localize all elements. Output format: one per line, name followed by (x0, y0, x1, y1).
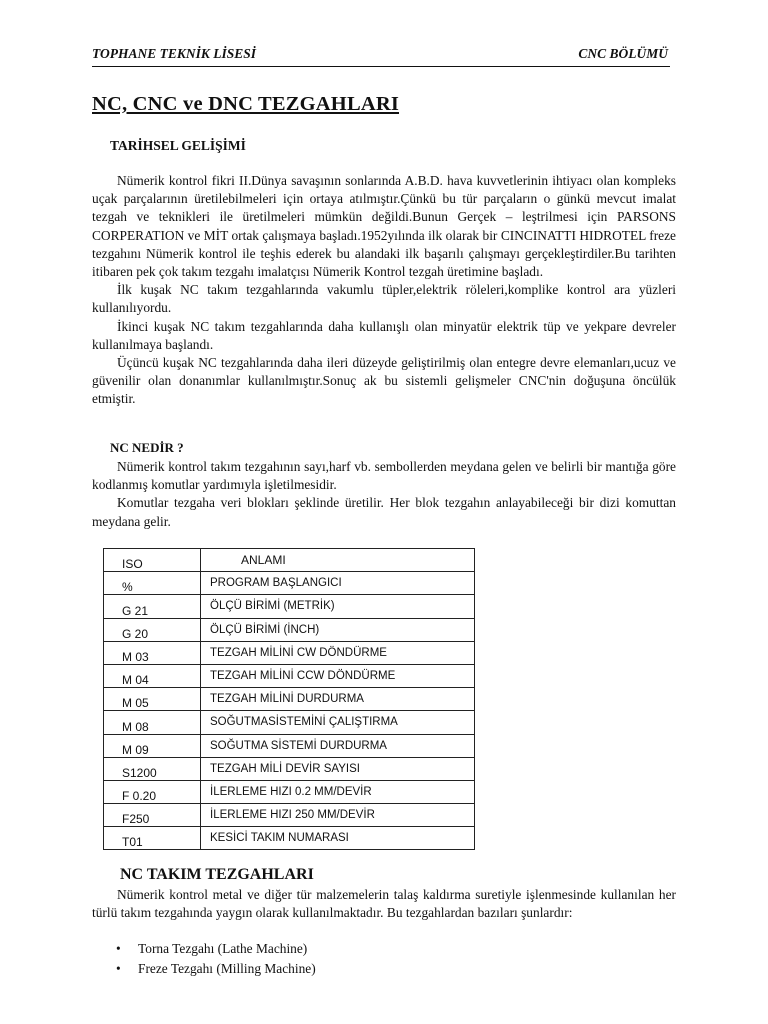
iso-code-cell: G 20 (104, 618, 201, 641)
nc-nedir-paragraph: Nümerik kontrol takım tezgahının sayı,harf vb. sembollerden meydana gelen ve belirli bir mantığa göre kodlanmış komutlar yardımıyla işletilmesidir. (92, 459, 676, 493)
table-row (104, 711, 475, 734)
iso-code-cell: G 21 (104, 595, 201, 618)
table-row (104, 688, 475, 711)
table-row (104, 757, 475, 780)
meaning-cell: TEZGAH MİLİNİ CCW DÖNDÜRME (201, 664, 475, 687)
table-row (104, 595, 475, 618)
meaning-cell: İLERLEME HIZI 0.2 MM/DEVİR (201, 780, 475, 803)
meaning-cell: PROGRAM BAŞLANGICI (201, 572, 475, 595)
iso-code-cell: T01 (104, 827, 201, 850)
table-row (104, 664, 475, 687)
table-row (104, 734, 475, 757)
iso-code-cell: M 05 (104, 688, 201, 711)
meaning-cell: KESİCİ TAKIM NUMARASI (201, 827, 475, 850)
iso-code-cell: M 09 (104, 734, 201, 757)
history-paragraph: Nümerik kontrol fikri II.Dünya savaşının sonlarında A.B.D. hava kuvvetlerinin ihtiyacı olan kompleks uçak parçalarının üretilebilmeleri için ortaya atılmıştır.Çünkü bu tür parçaların o günkü mevcut imalat tezgah ve teknikleri ile üretilmeleri mümkün değildi.Bunun Gerçek – leştrilmesi için PARSONS CORPERATION ve MİT ortak çalışmaya başladı.1952yılında ilk olarak bir CINCINATTI HIDROTEL freze tezgahını Nümerik kontrol ile teşhis ederek bu alandaki ilk başarılı çalışmayı gerçekleştirdiler.Bu tarihten itibaren pek çok takım tezgahı imalatçısı Nümerik Kontrol tezgah üretimine başladı. (92, 173, 676, 280)
iso-code-table (103, 548, 475, 850)
list-item (92, 939, 316, 959)
bullet-icon: • (116, 941, 121, 956)
meaning-cell: TEZGAH MİLİ DEVİR SAYISI (201, 757, 475, 780)
column-header-meaning: ANLAMI (201, 549, 475, 572)
iso-code-cell: M 03 (104, 641, 201, 664)
history-paragraph: İkinci kuşak NC takım tezgahlarında daha kullanışlı olan minyatür elektrik tüp ve yekpare devreler kullanılmaya başlandı. (92, 318, 676, 352)
table-row (104, 780, 475, 803)
meaning-cell: ÖLÇÜ BİRİMİ (İNCH) (201, 618, 475, 641)
history-paragraph: Üçüncü kuşak NC tezgahlarında daha ileri düzeyde geliştirilmiş olan entegre devre elemanları,ucuz ve güvenilir olan donanımlar kullanılmıştır.Sonuç ak bu sistemli gelişmeler CNC'nin doğuşuna öncülük etmiştir. (92, 355, 676, 407)
table-row (104, 572, 475, 595)
meaning-cell: ÖLÇÜ BİRİMİ (METRİK) (201, 595, 475, 618)
history-section (92, 172, 676, 409)
meaning-cell: TEZGAH MİLİNİ DURDURMA (201, 688, 475, 711)
iso-code-cell: S1200 (104, 757, 201, 780)
iso-code-cell: F 0.20 (104, 780, 201, 803)
column-header-iso: ISO (104, 549, 201, 572)
department-name: CNC BÖLÜMÜ (578, 46, 668, 61)
history-paragraph: İlk kuşak NC takım tezgahlarında vakumlu tüpler,elektrik röleleri,komplike kontrol ara yüzleri kullanılıyordu. (92, 282, 676, 316)
meaning-cell: İLERLEME HIZI 250 MM/DEVİR (201, 804, 475, 827)
table-row (104, 827, 475, 850)
iso-code-cell: M 08 (104, 711, 201, 734)
bullet-icon: • (116, 961, 121, 976)
meaning-cell: SOĞUTMASİSTEMİNİ ÇALIŞTIRMA (201, 711, 475, 734)
iso-code-cell: M 04 (104, 664, 201, 687)
page-header (92, 44, 670, 67)
machine-list (92, 939, 316, 979)
list-item-text: Torna Tezgahı (Lathe Machine) (138, 941, 308, 956)
page-title: NC, CNC ve DNC TEZGAHLARI (92, 93, 400, 115)
meaning-cell: SOĞUTMA SİSTEMİ DURDURMA (201, 734, 475, 757)
meaning-cell: TEZGAH MİLİNİ CW DÖNDÜRME (201, 641, 475, 664)
history-heading: TARİHSEL GELİŞİMİ (110, 138, 246, 153)
nc-nedir-paragraph: Komutlar tezgaha veri blokları şeklinde üretilir. Her blok tezgahın anlayabileceği bir dizi komuttan meydana gelir. (92, 495, 676, 529)
table-row (104, 804, 475, 827)
school-name: TOPHANE TEKNİK LİSESİ (92, 46, 257, 61)
machines-heading: NC TAKIM TEZGAHLARI (120, 866, 314, 883)
nc-nedir-section (92, 458, 676, 531)
table-row (104, 618, 475, 641)
list-item (92, 959, 316, 979)
machines-intro: Nümerik kontrol metal ve diğer tür malzemelerin talaş kaldırma suretiyle işlenmesinde kullanılan her türlü takım tezgahında yaygın olarak kullanılmaktadır. Bu tezgahlardan bazıları şunlardır: (92, 887, 676, 921)
table-header-row (104, 549, 475, 572)
nc-nedir-heading: NC NEDİR ? (110, 440, 184, 455)
machines-intro-block (92, 886, 676, 922)
iso-code-cell: F250 (104, 804, 201, 827)
iso-code-cell: % (104, 572, 201, 595)
list-item-text: Freze Tezgahı (Milling Machine) (138, 961, 316, 976)
table-row (104, 641, 475, 664)
